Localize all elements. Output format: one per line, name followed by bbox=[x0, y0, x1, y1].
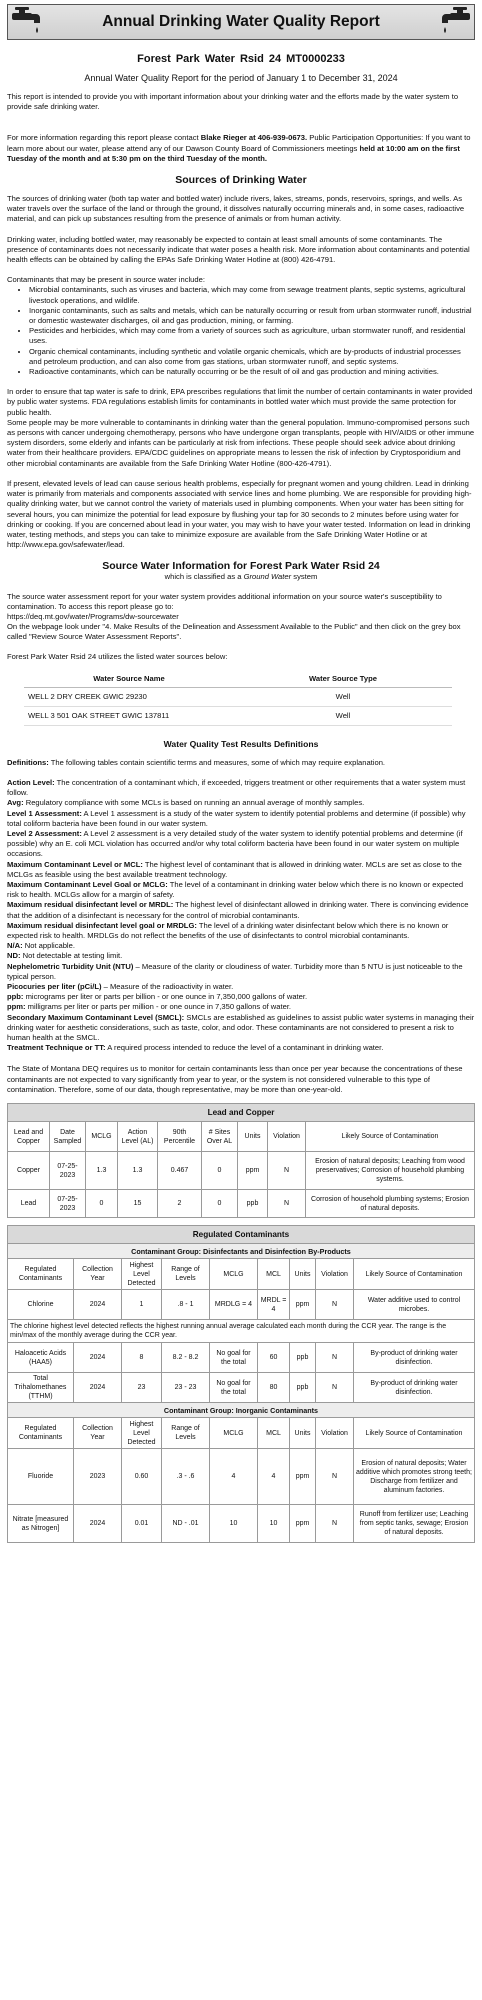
column-header: Water Source Name bbox=[24, 670, 234, 688]
column-header: Highest Level Detected bbox=[122, 1418, 162, 1449]
table-cell: 0 bbox=[202, 1190, 238, 1218]
definition-item bbox=[7, 798, 475, 808]
definition-term: ppb: bbox=[7, 992, 24, 1002]
definition-text: A Level 1 assessment is a study of the water system to identify potential problems and determine (if possible) why total coliform bacteria have been found in our water system. bbox=[7, 808, 466, 828]
subheading-suffix: system bbox=[291, 572, 318, 582]
system-id-line: Forest Park Water Rsid 24 MT0000233 bbox=[137, 53, 345, 65]
table-row bbox=[8, 1152, 475, 1190]
definition-item bbox=[7, 941, 475, 951]
monitoring-note: The State of Montana DEQ requires us to monitor for certain contaminants less than once per year because the concentrations of these contaminants are not expected to vary significantly from year to year, or the system is not considered vulnerable to this type of contamination. Therefore, some of our data, though representative, may be more than one-year-old. bbox=[7, 1064, 463, 1094]
table-cell: ppm bbox=[290, 1449, 316, 1505]
definition-text: The level of a contaminant in drinking water below which there is no known or expected risk to health. MCLGs allow for a margin of safety. bbox=[7, 879, 464, 900]
public-participation-text: Public Participation Opportunities: If you want to learn more about our water, please attend any of our Dawson County Board of Commissioners meetings bbox=[7, 133, 471, 153]
definitions-list bbox=[7, 778, 475, 1053]
table-cell: N bbox=[316, 1449, 354, 1505]
table-cell: ppm bbox=[290, 1290, 316, 1320]
definition-term: ppm: bbox=[7, 1002, 26, 1012]
table-note-row bbox=[8, 1320, 475, 1343]
column-header: Lead and Copper bbox=[8, 1122, 50, 1152]
source-assessment-paragraph bbox=[7, 592, 475, 643]
column-header: Units bbox=[290, 1418, 316, 1449]
table-cell: 10 bbox=[258, 1505, 290, 1543]
table-cell: Copper bbox=[8, 1152, 50, 1190]
table-cell: 2023 bbox=[74, 1449, 122, 1505]
table-cell: N bbox=[268, 1190, 306, 1218]
table-cell: ppm bbox=[290, 1505, 316, 1543]
table-cell: Erosion of natural deposits; Water additive which promotes strong teeth; Discharge from fertilizer and aluminum factories. bbox=[354, 1449, 475, 1505]
definition-item bbox=[7, 809, 475, 829]
source-assessment-instructions: On the webpage look under "4. Make Results of the Delineation and Assessment Available to the Public" and then click on the grey box called "Review Source Water Assessment Reports". bbox=[7, 622, 461, 642]
table-row bbox=[8, 1373, 475, 1403]
table-cell: 0.467 bbox=[158, 1152, 202, 1190]
table-cell: 15 bbox=[118, 1190, 158, 1218]
table-row bbox=[8, 1449, 475, 1505]
table-cell: Runoff from fertilizer use; Leaching from septic tanks, sewage; Erosion of natural deposits. bbox=[354, 1505, 475, 1543]
definition-item bbox=[7, 778, 475, 798]
table-cell: Fluoride bbox=[8, 1449, 74, 1505]
water-source-type: Well bbox=[234, 687, 452, 706]
column-header: MCLG bbox=[210, 1259, 258, 1290]
definition-item bbox=[7, 962, 475, 982]
table-row bbox=[8, 1505, 475, 1543]
definition-text: The highest level of contaminant that is allowed in drinking water. MCLs are set as close to the MCLGs as feasible using the best available treatment technology. bbox=[7, 859, 462, 879]
table-cell: 60 bbox=[258, 1343, 290, 1373]
column-header: Violation bbox=[268, 1122, 306, 1152]
table-header-row bbox=[24, 670, 452, 688]
column-header: MCL bbox=[258, 1418, 290, 1449]
table-cell: By-product of drinking water disinfection. bbox=[354, 1343, 475, 1373]
source-info-subheading bbox=[7, 572, 475, 582]
table-row bbox=[8, 1190, 475, 1218]
sources-paragraph-1: The sources of drinking water (both tap water and bottled water) include rivers, lakes, streams, ponds, reservoirs, springs, and wells. As water travels over the surface of the land or through the ground, it dissolves naturally occurring minerals and, in some cases, radioactive material, and can pick up substances resulting from the presence of animals or from human activity. bbox=[7, 194, 465, 224]
table-cell: N bbox=[316, 1290, 354, 1320]
definitions-term: Definitions: bbox=[7, 757, 49, 767]
definition-text: Not applicable. bbox=[22, 941, 75, 951]
column-header: Likely Source of Contamination bbox=[306, 1122, 475, 1152]
report-title: Annual Drinking Water Quality Report bbox=[102, 13, 380, 30]
system-class: Ground Water bbox=[243, 572, 292, 582]
table-cell: 0.01 bbox=[122, 1505, 162, 1543]
contaminant-group-label: Contaminant Group: Disinfectants and Disinfection By-Products bbox=[8, 1244, 475, 1259]
column-header: MCLG bbox=[210, 1418, 258, 1449]
definition-text: Regulatory compliance with some MCLs is based on running an annual average of monthly samples. bbox=[23, 798, 365, 808]
definition-item bbox=[7, 951, 475, 961]
table-cell: 2 bbox=[158, 1190, 202, 1218]
table-cell: ppm bbox=[238, 1152, 268, 1190]
column-header: Action Level (AL) bbox=[118, 1122, 158, 1152]
list-item: • Radioactive contaminants, which can be naturally occurring or be the result of oil and gas production and mining activities. bbox=[29, 367, 475, 377]
column-header: Collection Year bbox=[74, 1259, 122, 1290]
definition-item bbox=[7, 829, 475, 860]
meeting-time: held at 10:00 am on the first Tuesday of the month and at 5:30 pm on the third Tuesday of the month. bbox=[7, 143, 460, 163]
table-group-row bbox=[8, 1403, 475, 1418]
water-source-type: Well bbox=[234, 706, 452, 725]
definition-term: Maximum residual disinfectant level or MRDL: bbox=[7, 900, 174, 910]
contact-prefix: For more information regarding this report please contact bbox=[7, 133, 201, 143]
intro-paragraph: This report is intended to provide you with important information about your drinking water and the efforts made by the water system to provide safe drinking water. bbox=[7, 92, 459, 112]
table-cell: Chlorine bbox=[8, 1290, 74, 1320]
table-cell: ppb bbox=[290, 1343, 316, 1373]
definition-text: Not detectable at testing limit. bbox=[20, 951, 123, 961]
column-header: Water Source Type bbox=[234, 670, 452, 688]
column-header: 90th Percentile bbox=[158, 1122, 202, 1152]
definition-term: ND: bbox=[7, 951, 21, 961]
table-cell: 0 bbox=[202, 1152, 238, 1190]
list-item: • Inorganic contaminants, such as salts and metals, which can be naturally occurring or result from urban stormwater runoff, industrial or domestic wastewater discharges, oil and gas production, mining, or farming. bbox=[29, 306, 475, 326]
definition-term: Maximum Contaminant Level Goal or MCLG: bbox=[7, 879, 168, 889]
table-cell: Water additive used to control microbes. bbox=[354, 1290, 475, 1320]
epa-regulation-paragraph: In order to ensure that tap water is safe to drink, EPA prescribes regulations that limit the number of certain contaminants in water provided by public water systems. FDA regulations establish limits for contaminants in bottled water which must provide the same protection for public health. bbox=[7, 387, 473, 417]
definition-text: A Level 2 assessment is a very detailed study of the water system to identify potential problems and determine (if possible) why an E. coli MCL violation has occurred and/or why total coliform bacteria have been found in our water system on multiple occasions. bbox=[7, 828, 463, 859]
definition-text: The level of a drinking water disinfectant below which there is no known or expected risk to health. MRDLGs do not reflect the benefits of the use of disinfectants to control microbial contaminants. bbox=[7, 920, 449, 940]
column-header: Units bbox=[290, 1259, 316, 1290]
definition-term: Action Level: bbox=[7, 777, 55, 787]
definition-item bbox=[7, 1002, 475, 1012]
table-cell: 8.2 - 8.2 bbox=[162, 1343, 210, 1373]
definition-term: Maximum residual disinfectant level goal or MRDLG: bbox=[7, 920, 197, 930]
table-cell: 10 bbox=[210, 1505, 258, 1543]
water-source-name: WELL 2 DRY CREEK GWIC 29230 bbox=[24, 687, 234, 706]
table-cell: 4 bbox=[210, 1449, 258, 1505]
column-header: MCLG bbox=[86, 1122, 118, 1152]
report-banner bbox=[7, 4, 475, 40]
source-assessment-link[interactable]: https://deq.mt.gov/water/Programs/dw-sourcewater bbox=[7, 611, 179, 621]
column-header: Range of Levels bbox=[162, 1418, 210, 1449]
definitions-text: The following tables contain scientific terms and measures, some of which may require explanation. bbox=[48, 757, 386, 767]
sources-heading: Sources of Drinking Water bbox=[175, 174, 307, 187]
lead-copper-table bbox=[7, 1103, 475, 1218]
table-cell: No goal for the total bbox=[210, 1373, 258, 1403]
definition-item bbox=[7, 921, 475, 941]
lead-paragraph: If present, elevated levels of lead can cause serious health problems, especially for pregnant women and young children. Lead in drinking water is primarily from materials and components associated with service lines and home plumbing. We are responsible for providing high-quality drinking water, but we cannot control the variety of materials used in plumbing components. When your water has been sitting for several hours, you can minimize the potential for lead exposure by flushing your tap for 30 seconds to 2 minutes before using water for drinking or cooking. If you are concerned about lead in your water, you may wish to have your water tested. Information on lead in drinking water, testing methods, and steps you can take to minimize exposure are available from the Safe Drinking Water Hotline or at http://www.epa.gov/safewater/lead. bbox=[7, 478, 472, 550]
vulnerable-populations-paragraph: Some people may be more vulnerable to contaminants in drinking water than the general population. Immuno-compromised persons such as persons with cancer undergoing chemotherapy, persons who have undergone organ transplants, people with HIV/AIDS or other immune system disorders, some elderly and infants can be particularly at risk from infections. These people should seek advice about drinking water from their healthcare providers. EPA/CDC guidelines on appropriate means to lessen the risk of infection by Cryptosporidium and other microbial contaminants are available from the Safe Drinking Water Hotline (800-426-4791). bbox=[7, 417, 475, 468]
table-cell: Haloacetic Acids (HAA5) bbox=[8, 1343, 74, 1373]
regulated-contaminants-table bbox=[7, 1225, 475, 1543]
table-row bbox=[8, 1290, 475, 1320]
table-cell: 80 bbox=[258, 1373, 290, 1403]
table-cell: MRDLG = 4 bbox=[210, 1290, 258, 1320]
table-cell: No goal for the total bbox=[210, 1343, 258, 1373]
table-cell: 1.3 bbox=[118, 1152, 158, 1190]
definition-item bbox=[7, 880, 475, 900]
water-sources-intro: Forest Park Water Rsid 24 utilizes the listed water sources below: bbox=[7, 651, 228, 661]
contaminant-list bbox=[7, 285, 475, 377]
definition-text: The highest level of disinfectant allowed in drinking water. There is convincing evidence that the addition of a disinfectant is necessary for the control of microbial contaminants. bbox=[7, 900, 469, 920]
definition-term: Nephelometric Turbidity Unit (NTU) bbox=[7, 961, 134, 971]
table-cell: N bbox=[316, 1373, 354, 1403]
list-item: • Pesticides and herbicides, which may come from a variety of sources such as agriculture, urban stormwater runoff, and residential uses. bbox=[29, 326, 475, 346]
column-header: MCL bbox=[258, 1259, 290, 1290]
table-cell: N bbox=[316, 1343, 354, 1373]
water-source-table bbox=[24, 670, 452, 726]
table-cell: 2024 bbox=[74, 1373, 122, 1403]
column-header: Range of Levels bbox=[162, 1259, 210, 1290]
column-header: Violation bbox=[316, 1259, 354, 1290]
table-cell: 4 bbox=[258, 1449, 290, 1505]
faucet-icon bbox=[438, 7, 472, 37]
list-item: • Organic chemical contaminants, including synthetic and volatile organic chemicals, which are by-products of industrial processes and petroleum production, and can also come from gas stations, urban stormwater runoff, and septic systems. bbox=[29, 347, 475, 367]
column-header: Date Sampled bbox=[50, 1122, 86, 1152]
table-cell: Corrosion of household plumbing systems; Erosion of natural deposits. bbox=[306, 1190, 475, 1218]
column-header: Collection Year bbox=[74, 1418, 122, 1449]
table-cell: N bbox=[268, 1152, 306, 1190]
table-row bbox=[24, 687, 452, 706]
definition-text: – Measure of the clarity or cloudiness of water. Turbidity more than 5 NTU is just noticeable to the typical person. bbox=[7, 961, 463, 981]
source-assessment-text: The source water assessment report for your water system provides additional information on your source water's susceptibility to contamination. To access this report please go to: bbox=[7, 591, 442, 611]
table-cell: 0.60 bbox=[122, 1449, 162, 1505]
column-header: Violation bbox=[316, 1418, 354, 1449]
column-header: Highest Level Detected bbox=[122, 1259, 162, 1290]
chlorine-note: The chlorine highest level detected reflects the highest running annual average calculated each month during the CCR year. The range is the min/max of the monthly average during the CCR year. bbox=[8, 1320, 475, 1343]
table-cell: Lead bbox=[8, 1190, 50, 1218]
table-cell: 23 - 23 bbox=[162, 1373, 210, 1403]
table-header-row bbox=[8, 1122, 475, 1152]
table-cell: Nitrate [measured as Nitrogen] bbox=[8, 1505, 74, 1543]
table-cell: 1.3 bbox=[86, 1152, 118, 1190]
table-header-row bbox=[8, 1418, 475, 1449]
definition-text: The concentration of a contaminant which, if exceeded, triggers treatment or other requirements that a water system must follow. bbox=[7, 777, 466, 798]
faucet-icon bbox=[10, 7, 44, 37]
water-source-name: WELL 3 501 OAK STREET GWIC 137811 bbox=[24, 706, 234, 725]
source-info-heading: Source Water Information for Forest Park Water Rsid 24 bbox=[102, 560, 380, 573]
definition-item bbox=[7, 900, 475, 920]
table-cell: 07-25-2023 bbox=[50, 1190, 86, 1218]
table-cell: .8 - 1 bbox=[162, 1290, 210, 1320]
table-header-row bbox=[8, 1259, 475, 1290]
table-cell: 2024 bbox=[74, 1343, 122, 1373]
definition-term: Picocuries per liter (pCi/L) bbox=[7, 982, 102, 991]
table-row bbox=[8, 1343, 475, 1373]
table-title-row bbox=[8, 1104, 475, 1122]
table-cell: 07-25-2023 bbox=[50, 1152, 86, 1190]
contact-name: Blake Rieger at 406-939-0673. bbox=[200, 133, 308, 143]
column-header: # Sites Over AL bbox=[202, 1122, 238, 1152]
table-cell: 2024 bbox=[74, 1290, 122, 1320]
definition-term: Secondary Maximum Contaminant Level (SMCL): bbox=[7, 1012, 185, 1022]
table-cell: 23 bbox=[122, 1373, 162, 1403]
column-header: Units bbox=[238, 1122, 268, 1152]
definition-item bbox=[7, 992, 475, 1002]
definition-text: – Measure of the radioactivity in water. bbox=[101, 982, 234, 991]
table-cell: 8 bbox=[122, 1343, 162, 1373]
lead-copper-title: Lead and Copper bbox=[8, 1104, 475, 1122]
definitions-heading: Water Quality Test Results Definitions bbox=[163, 738, 319, 749]
definition-term: N/A: bbox=[7, 941, 23, 951]
contact-paragraph bbox=[7, 133, 475, 164]
sources-paragraph-2: Drinking water, including bottled water, may reasonably be expected to contain at least small amounts of some contaminants. The presence of contaminants does not necessarily indicate that water poses a health risk. More information about contaminants and potential health effects can be obtained by calling the EPAs Safe Drinking Water Hotline at (800) 426-4791. bbox=[7, 234, 470, 265]
table-cell: Total Trihalomethanes (TTHM) bbox=[8, 1373, 74, 1403]
table-cell: ND - .01 bbox=[162, 1505, 210, 1543]
definition-item bbox=[7, 860, 475, 880]
column-header: Regulated Contaminants bbox=[8, 1259, 74, 1290]
definition-text: SMCLs are established as guidelines to assist public water systems in managing their drinking water for aesthetic considerations, such as taste, color, and odor. These contaminants are not considered to present a risk to human health at the SMCL. bbox=[7, 1012, 475, 1043]
table-cell: MRDL = 4 bbox=[258, 1290, 290, 1320]
definition-term: Avg: bbox=[7, 798, 24, 808]
definition-item bbox=[7, 1043, 475, 1053]
definition-text: milligrams per liter or parts per million - or one ounce in 7,350 gallons of water. bbox=[25, 1002, 292, 1012]
table-cell: ppb bbox=[238, 1190, 268, 1218]
definition-term: Maximum Contaminant Level or MCL: bbox=[7, 859, 143, 869]
definition-item bbox=[7, 982, 475, 992]
table-cell: ppb bbox=[290, 1373, 316, 1403]
table-cell: Erosion of natural deposits; Leaching from wood preservatives; Corrosion of household plumbing systems. bbox=[306, 1152, 475, 1190]
table-cell: 1 bbox=[122, 1290, 162, 1320]
table-cell: 0 bbox=[86, 1190, 118, 1218]
definition-term: Treatment Technique or TT: bbox=[7, 1043, 106, 1053]
definition-text: A required process intended to reduce the level of a contaminant in drinking water. bbox=[105, 1043, 384, 1053]
definition-item bbox=[7, 1013, 475, 1044]
list-item: • Microbial contaminants, such as viruses and bacteria, which may come from sewage treatment plants, septic systems, agricultural livestock operations, and wildlife. bbox=[29, 285, 475, 305]
column-header: Likely Source of Contamination bbox=[354, 1259, 475, 1290]
table-cell: By-product of drinking water disinfection. bbox=[354, 1373, 475, 1403]
definitions-intro bbox=[7, 758, 475, 768]
contaminant-list-intro: Contaminants that may be present in source water include: bbox=[7, 275, 205, 285]
definition-term: Level 2 Assessment: bbox=[7, 828, 82, 838]
table-cell: N bbox=[316, 1505, 354, 1543]
table-title-row bbox=[8, 1226, 475, 1244]
definition-term: Level 1 Assessment: bbox=[7, 808, 82, 818]
contaminant-group-label: Contaminant Group: Inorganic Contaminants bbox=[8, 1403, 475, 1418]
report-period: Annual Water Quality Report for the period of January 1 to December 31, 2024 bbox=[84, 73, 398, 83]
table-row bbox=[24, 706, 452, 725]
table-cell: 2024 bbox=[74, 1505, 122, 1543]
table-group-row bbox=[8, 1244, 475, 1259]
column-header: Likely Source of Contamination bbox=[354, 1418, 475, 1449]
table-cell: .3 - .6 bbox=[162, 1449, 210, 1505]
subheading-prefix: which is classified as a bbox=[164, 572, 244, 582]
column-header: Regulated Contaminants bbox=[8, 1418, 74, 1449]
definition-text: micrograms per liter or parts per billion - or one ounce in 7,350,000 gallons of water. bbox=[23, 992, 308, 1002]
regulated-title: Regulated Contaminants bbox=[8, 1226, 475, 1244]
